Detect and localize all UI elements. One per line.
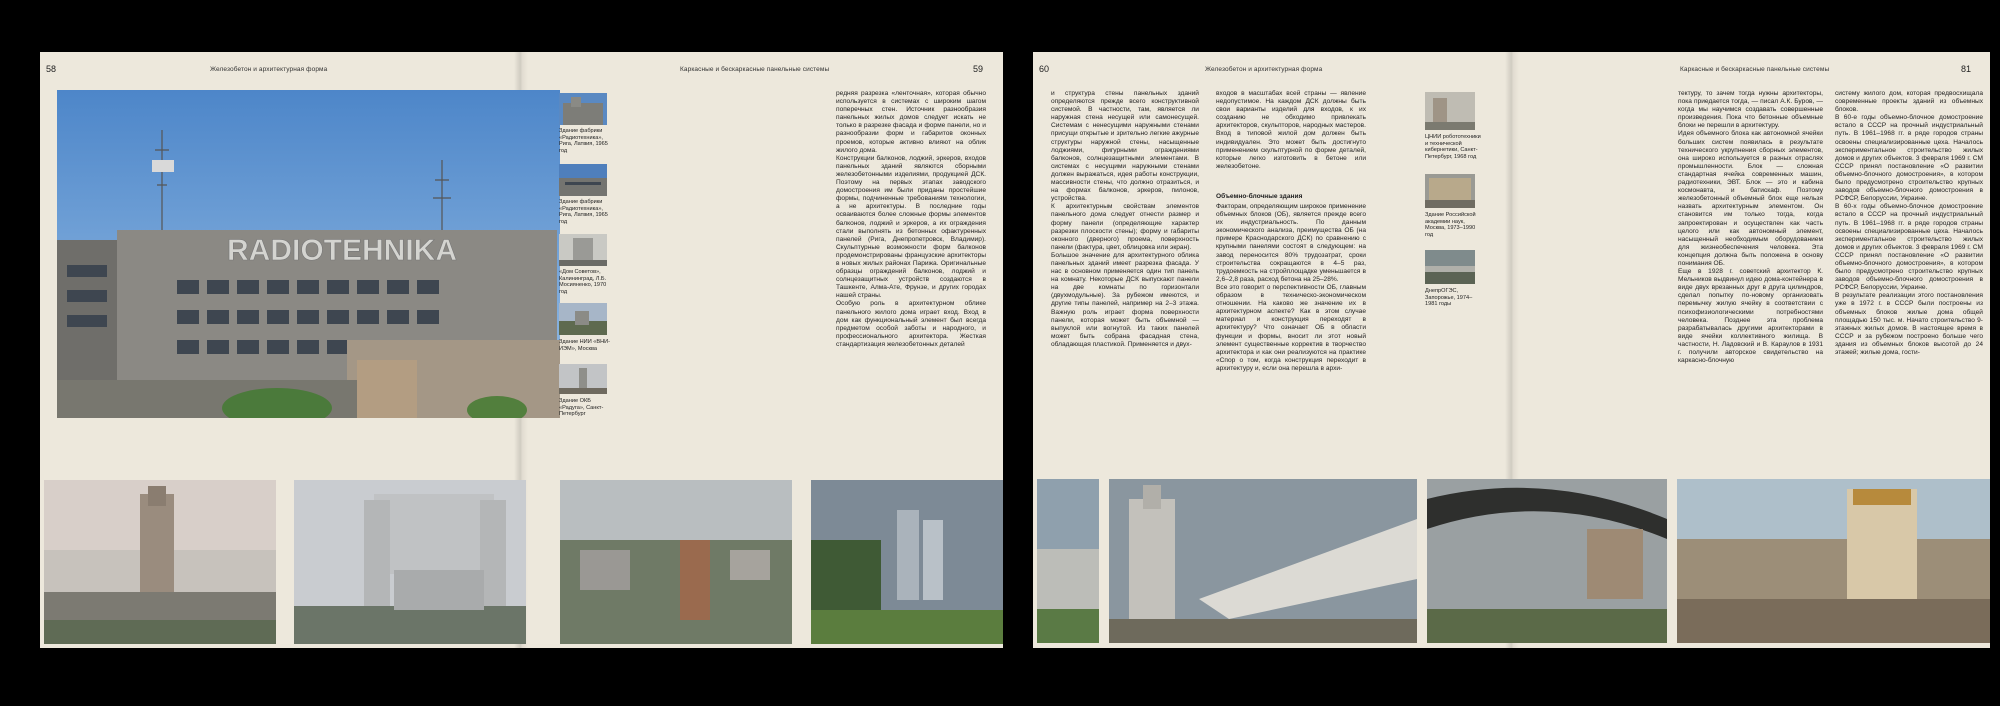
page-number: 58 [46, 64, 57, 74]
body-text-column: редняя разрезка «ленточная», которая обычно используется в системах с широким шагом поперечных стен. Источник разнообразия панельных жилых домов следует искать не только в разрезке фасада и форме панели, но и разнообразии форм и габаритов оконных проемов, которые активно влияют на облик жилого дома. Конструкции балконов, лоджий, эркеров, входов панельных зданий являются сборными железобетонными изделиями, продукцией ДСК. Поэтому на первых этапах заводского домостроения им были приданы простейшие формы, подчиненные требованиям технологии, а не архитектуры. В последние годы осваиваются более сложные формы элементов балконов, лоджий и эркеров, а их ограждения стали выполнять из бетонных офактуренных панелей (Рига, Днепропетровск, Владимир). Скульптурные возможности форм балконов продемонстрированы французские архитекторы в новых жилых районах Парижа. Оригинальные образцы ограждений балконов, лоджий и солнцезащитных устройств создаются в Ташкенте, Алма-Ате, Фрунзе, и других городах нашей страны. Особую роль в архитектурном облике панельного жилого дома играет вход. Вход в дом как функциональный элемент был всегда предметом особой заботы и народного, и профессионального архитектора. Жесткая стандартизация железобетонных деталей [836, 90, 986, 348]
photo-tower-cityscape [44, 480, 276, 644]
right-spread [1033, 52, 1990, 648]
left-spread [40, 52, 1003, 648]
photo-house-of-soviets [294, 480, 526, 644]
body-text-column: тектуру, то зачем тогда нужны архитекторы, пока приедается тогда, — писал А.К. Буров, — когда мы научимся создавать совершенные произведения. Пока что бетонные объемные блоки не перешли в архитектуру. Идея объемного блока как автономной ячейки больших систем появилась в результате технического укрупнения сборных элементов, она широко используется в разных отраслях промышленности. Блок — сложная стандартная ячейка современных машин, радиотехники, ЭВТ. Блок — это и кабина космонавта, и батискаф. Поэтому железобетонный объемный блок еще нельзя назвать архитектурным элементом. Он становится им только тогда, когда запроектирован и осуществлен как часть целого или как автономный элемент, насыщенный необходимым оборудованием для жизнеобеспечения человека. Эта концепция должна быть положена в основу понимания ОБ. Еще в 1928 г. советский архитектор К. Мельников выдвинул идею дома-контейнера в виде двух врезанных друг в друга цилиндров, сделал попытку по-новому организовать перемычку жилую ячейку в соответствии с психофизиологическими потребностями человека. Позднее эта проблема разрабатывалась другими архитекторами в виде ячейки коллективного жилища. В частности, Н. Ладовский и В. Караулов в 1931 г. получили авторское свидетельство на каркасно-блочную [1678, 90, 1823, 365]
body-text-column: Факторам, определяющим широкое применение объемных блоков (ОБ), является прежде всего их индустриальность. По данным экономического анализа, преимущества ОБ (на примере Краснодарского ДСК) по сравнению с крупными панелями состоят в следующем: на завод переносится 80% трудозатрат, сроки строительства сокращаются в 4–5 раз, трудоемкость на стройплощадке уменьшается в 2,6–2,8 раза, расход бетона на 25–28%. Все это говорит о перспективности ОБ, главным образом в техническо-экономическом отношении. На каково же значение их в архитектурном аспекте? Как в этом случае материал и конструкция переходят в архитектуру? Что означает ОБ в области функции и формы, вносит ли этот новый элемент существенные корректив в творчество архитектора и как они реализуются на практике «Спор о том, когда конструкция переходит в архитектуру и, если она перешла в архи- [1216, 203, 1366, 372]
photo-city-panorama [560, 480, 792, 644]
thumbnail-photo [559, 93, 607, 125]
photo-highway-overpass [1427, 479, 1667, 643]
page-number: 81 [1961, 64, 1972, 74]
running-head: Каркасные и бескаркасные панельные системы [680, 66, 830, 73]
body-text-column: входов в масштабах всей страны — явление недопустимое. На каждом ДСК должны быть свои варианты изделий для входов, к их созданию не обходимо привлекать архитекторов, скульпторов, народных мастеров. Вход в типовой жилой дом должен быть индивидуален. Это может быть достигнуто применением скульптурной по форме деталей, которые легко изготовить в бетоне или железобетоне. [1216, 90, 1366, 170]
photo-caption: «Дом Советов», Калининград, Л.Б. Мосияненко, 1970 год [559, 269, 607, 295]
thumbnail-photo [559, 303, 607, 335]
photo-caption: Здание фабрики «Радиотехника», Рига, Латвия, 1965 год [559, 128, 608, 154]
thumbnail-photo [1425, 174, 1475, 208]
photo-caption: Здание НИИ «ВНИ-ИЭМ», Москва [559, 339, 611, 352]
photo-building-edge [1037, 479, 1099, 643]
running-head: Железобетон и архитектурная форма [1205, 66, 1323, 73]
thumbnail-photo [1425, 250, 1475, 284]
photo-caption: ЦНИИ робототехники и технической кибернетики, Санкт-Петербург, 1968 год [1425, 134, 1481, 160]
body-text-column: систему жилого дом, которая предвосхищала современные проекты зданий из объемных блоков. В 60-е годы объемно-блочное домостроение встало в СССР на прочный индустриальный путь. В 1961–1968 гг. в ряде городов страны освоены специализированные цеха. Началось экспериментальное строительство жилых домов и других объектов. 3 февраля 1969 г. СМ СССР принял постановление «О развитии объемно-блочного домостроения», в котором было предусмотрено строительство крупных заводов объемно-блочного домостроения в РСФСР, Белоруссии, Украине. В 60-х годы объемно-блочное домостроение встало в СССР на прочный индустриальный путь. В 1961–1968 гг. в ряде городов страны освоены специализированные цеха. Началось экспериментальное строительство жилых домов и других объектов. 3 февраля 1969 г. СМ СССР принял постановление «О развитии объемно-блочного домостроения», в котором было предусмотрено строительство крупных заводов объемно-блочного домостроения в РСФСР, Белоруссии, Украине. В результате реализации этого постановления уже в 1972 г. в СССР были построены из объемных блоков жилые дома общей площадью 150 тыс. м. Начато строительство 9-этажных жилых домов. В настоящее время в СССР и за рубежом построено больше чего здания из объемных блоков высотой до 24 этажей; жилые дома, гости- [1835, 90, 1983, 356]
thumbnail-photo [559, 364, 607, 394]
photo-radiotehnika-building [57, 90, 560, 418]
thumbnail-photo [559, 164, 607, 196]
section-subheading: Объемно-блочные здания [1216, 193, 1303, 200]
photo-sign-text: RADIOTEHNIKA [227, 234, 457, 267]
photo-caption: Здание Российской академии наук, Москва, 1973–1990 год [1425, 212, 1476, 238]
photo-robotics-institute [1109, 479, 1417, 643]
photo-caption: Здание фабрики «Радиотехника», Рига, Латвия, 1965 год [559, 199, 608, 225]
photo-glass-towers [811, 480, 1003, 644]
thumbnail-photo [1425, 92, 1475, 130]
running-head: Железобетон и архитектурная форма [210, 66, 328, 73]
photo-caption: Здание ОКБ «Радуга», Санкт-Петербург [559, 398, 604, 418]
thumbnail-photo [559, 234, 607, 266]
photo-caption: ДнепрОГЭС, Запорожье, 1974–1981 годы [1425, 288, 1473, 308]
body-text-column: и структура стены панельных зданий определяются прежде всего конструктивной системой. В частности, там, является ли наружная стена несущей или самонесущей. Системам с ненесущими наружными стенами присущи открытые и зрительно легкие ажурные структуры наружной стены, насыщенные лоджиями, фигурными ограждениями балконов, солнцезащитными элементами. В системах с несущими наружными стенами должен выражаться, идея работы конструкции, массивности стены, что должно отразиться, и на формах балконов, эркеров, пилонов, устройства. К архитектурным свойствам элементов панельного дома следует отнести размер и форму панели (определяющие характер разрезки плоскости стены); форму и габариты оконного (дверного) проема, поверхность панели (фактура, цвет, облицовка или экран). Большое значение для архитектурного облика панельных зданий имеет разрезка фасада. У нас в основном применяется один тип панель на комнату. Некоторые ДСК выпускают панели на две комнаты по горизонтали (двухмодульные). За рубежом имеются, и другие типы панелей, например на 2–3 этажа. Важную роль играет форма поверхности панели, которая может быть объемной — выпуклой или вогнутой. Из таких панелей может быть собрана фасадная стена, обладающая пластикой. Применяется и двух- [1051, 90, 1199, 348]
running-head: Каркасные и бескаркасные панельные системы [1680, 66, 1830, 73]
page-number: 60 [1039, 64, 1050, 74]
page-number: 59 [973, 64, 984, 74]
photo-academy-of-sciences [1677, 479, 1990, 643]
